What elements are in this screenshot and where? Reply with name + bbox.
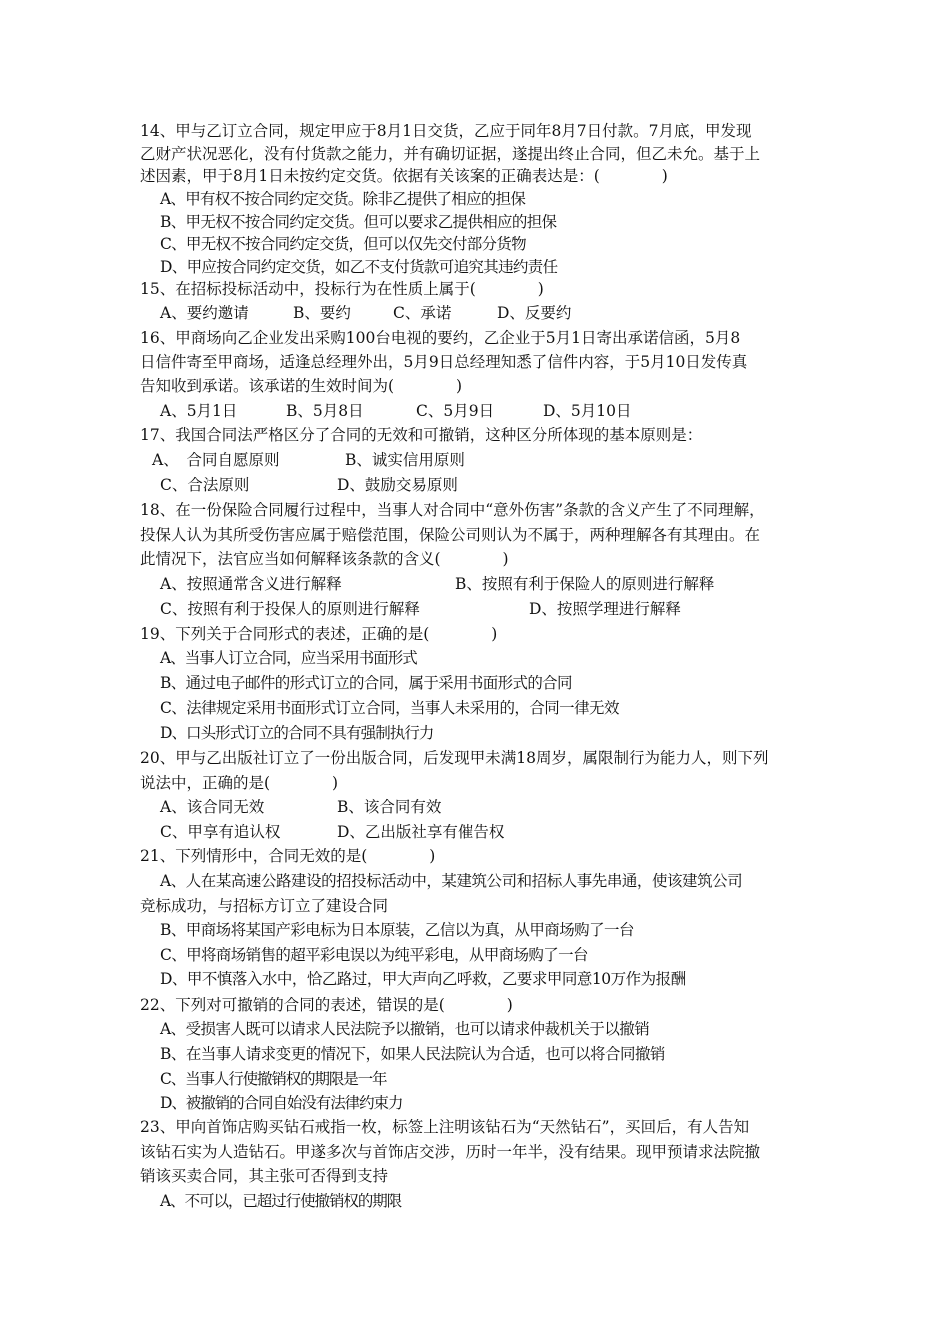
question-18-stem-line-2: 投保人认为其所受伤害应属于赔偿范围，保险公司则认为不属于，两种理解各有其理由。在	[140, 526, 761, 544]
question-20-option-b: B、该合同有效	[337, 798, 442, 816]
question-14-stem-line-1: 14、甲与乙订立合同，规定甲应于8月1日交货，乙应于同年8月7日付款。7月底，甲发现	[140, 122, 752, 140]
question-23-stem-line-3: 销该买卖合同，其主张可否得到支持	[140, 1167, 389, 1185]
question-22-option-d: D、被撤销的合同自始没有法律约束力	[160, 1094, 403, 1112]
question-16-stem-line-2: 日信件寄至甲商场，适逢总经理外出，5月9日总经理知悉了信件内容，于5月10日发传真	[140, 353, 748, 371]
question-15-stem: 15、在招标投标活动中，投标行为在性质上属于( )	[140, 280, 544, 298]
question-22-stem: 22、下列对可撤销的合同的表述，错误的是( )	[140, 996, 513, 1014]
question-21-option-a-line-1: A、人在某高速公路建设的招投标活动中，某建筑公司和招标人事先串通，使该建筑公司	[160, 872, 743, 890]
question-18-option-c: C、按照有利于投保人的原则进行解释	[160, 600, 420, 618]
question-19-option-b: B、通过电子邮件的形式订立的合同，属于采用书面形式的合同	[160, 674, 572, 692]
question-18-stem-line-1: 18、在一份保险合同履行过程中，当事人对合同中“意外伤害”条款的含义产生了不同理解，	[140, 501, 765, 519]
question-18-stem-line-3: 此情况下，法官应当如何解释该条款的含义( )	[140, 550, 509, 568]
question-14-option-c: C、甲无权不按合同约定交货，但可以仅先交付部分货物	[160, 235, 526, 253]
question-14-option-d: D、甲应按合同约定交货，如乙不支付货款可追究其违约责任	[160, 258, 558, 276]
question-19-option-d: D、口头形式订立的合同不具有强制执行力	[160, 724, 434, 742]
question-22-option-a: A、受损害人既可以请求人民法院予以撤销，也可以请求仲裁机关于以撤销	[160, 1020, 650, 1038]
question-14-stem-line-2: 乙财产状况恶化，没有付货款之能力，并有确切证据，遂提出终止合同，但乙未允。基于上	[140, 145, 761, 163]
question-17-option-a: A、 合同自愿原则	[152, 451, 280, 469]
question-23-stem-line-1: 23、甲向首饰店购买钻石戒指一枚，标签上注明该钻石为“天然钻石”，买回后，有人告知	[140, 1118, 750, 1136]
question-17-option-d: D、鼓励交易原则	[337, 476, 458, 494]
question-15-option-d: D、反要约	[497, 304, 572, 322]
question-14-option-a: A、甲有权不按合同约定交货。除非乙提供了相应的担保	[160, 190, 526, 208]
question-23-option-a: A、不可以，已超过行使撤销权的期限	[160, 1192, 402, 1210]
question-17-stem: 17、我国合同法严格区分了合同的无效和可撤销，这种区分所体现的基本原则是：	[140, 426, 703, 444]
question-20-option-c: C、甲享有追认权	[160, 823, 281, 841]
question-18-option-b: B、按照有利于保险人的原则进行解释	[455, 575, 715, 593]
question-16-option-c: C、5月9日	[416, 402, 495, 420]
question-19-option-c: C、法律规定采用书面形式订立合同，当事人未采用的，合同一律无效	[160, 699, 619, 717]
question-22-option-c: C、当事人行使撤销权的期限是一年	[160, 1070, 387, 1088]
question-16-option-b: B、5月8日	[286, 402, 364, 420]
question-16-stem-line-3: 告知收到承诺。该承诺的生效时间为( )	[140, 377, 463, 395]
question-18-option-a: A、按照通常含义进行解释	[160, 575, 342, 593]
question-15-option-a: A、要约邀请	[160, 304, 249, 322]
question-20-stem-line-2: 说法中，正确的是( )	[140, 774, 339, 792]
question-23-stem-line-2: 该钻石实为人造钻石。甲遂多次与首饰店交涉，历时一年半，没有结果。现甲预请求法院撤	[140, 1143, 761, 1161]
question-17-option-c: C、合法原则	[160, 476, 250, 494]
question-21-stem: 21、下列情形中，合同无效的是( )	[140, 847, 436, 865]
question-21-option-a-line-2: 竞标成功，与招标方订立了建设合同	[140, 897, 389, 915]
question-15-option-b: B、要约	[293, 304, 351, 322]
question-20-stem-line-1: 20、甲与乙出版社订立了一份出版合同，后发现甲未满18周岁，属限制行为能力人，则下列	[140, 749, 769, 767]
question-21-option-d: D、甲不慎落入水中，恰乙路过，甲大声向乙呼救，乙要求甲同意10万作为报酬	[160, 970, 686, 988]
question-14-option-b: B、甲无权不按合同约定交货。但可以要求乙提供相应的担保	[160, 213, 557, 231]
question-19-option-a: A、当事人订立合同，应当采用书面形式	[160, 649, 417, 667]
question-15-option-c: C、承诺	[393, 304, 452, 322]
question-16-stem-line-1: 16、甲商场向乙企业发出采购100台电视的要约，乙企业于5月1日寄出承诺信函，5月8	[140, 329, 741, 347]
question-16-option-a: A、5月1日	[160, 402, 238, 420]
question-18-option-d: D、按照学理进行解释	[529, 600, 681, 618]
question-20-option-a: A、该合同无效	[160, 798, 265, 816]
question-19-stem: 19、下列关于合同形式的表述，正确的是( )	[140, 625, 498, 643]
question-16-option-d: D、5月10日	[543, 402, 632, 420]
question-21-option-c: C、甲将商场销售的超平彩电误以为纯平彩电，从甲商场购了一台	[160, 946, 588, 964]
question-21-option-b: B、甲商场将某国产彩电标为日本原装，乙信以为真，从甲商场购了一台	[160, 921, 634, 939]
question-14-stem-line-3: 述因素，甲于8月1日未按约定交货。依据有关该案的正确表达是：( )	[140, 167, 668, 185]
question-20-option-d: D、乙出版社享有催告权	[337, 823, 505, 841]
question-22-option-b: B、在当事人请求变更的情况下，如果人民法院认为合适，也可以将合同撤销	[160, 1045, 665, 1063]
question-17-option-b: B、诚实信用原则	[345, 451, 465, 469]
